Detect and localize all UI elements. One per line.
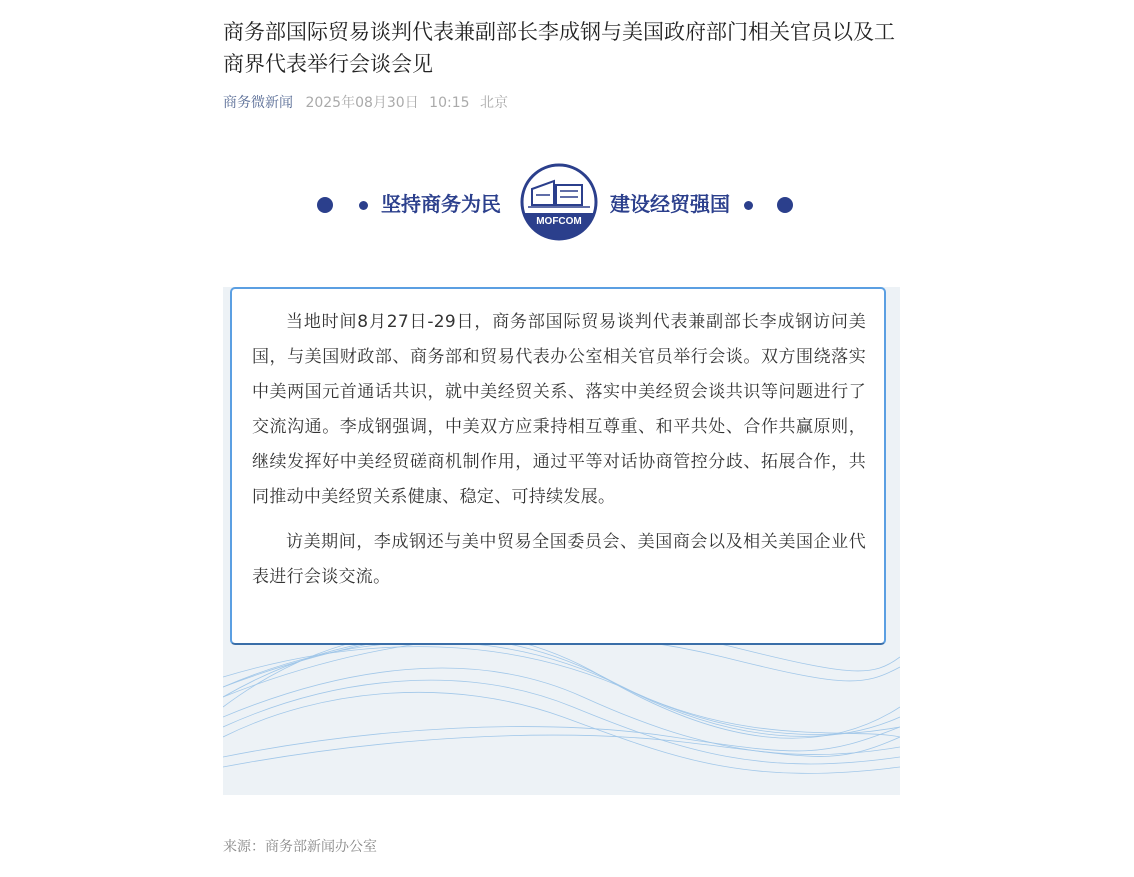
mofcom-banner bbox=[315, 160, 805, 250]
account-link[interactable]: 商务微新闻 bbox=[223, 95, 293, 111]
article-source: 来源：商务部新闻办公室 bbox=[223, 839, 377, 855]
dot-icon bbox=[777, 197, 793, 213]
dot-icon bbox=[359, 201, 368, 210]
content-card bbox=[230, 287, 886, 645]
slogan-left: 坚持商务为民 bbox=[381, 192, 501, 216]
article-title: 商务部国际贸易谈判代表兼副部长李成钢与美国政府部门相关官员以及工商界代表举行会谈会见 bbox=[223, 20, 895, 76]
article-meta bbox=[223, 92, 514, 112]
body-paragraph: 当地时间8月27日-29日，商务部国际贸易谈判代表兼副部长李成钢访问美国，与美国财政部、商务部和贸易代表办公室相关官员举行会谈。双方围绕落实中美两国元首通话共识，就中美经贸关系、落实中美经贸会谈共识等问题进行了交流沟通。李成钢强调，中美双方应秉持相互尊重、和平共处、合作共赢原则，继续发挥好中美经贸磋商机制作用，通过平等对话协商管控分歧、拓展合作，共同推动中美经贸关系健康、稳定、可持续发展。 bbox=[252, 312, 866, 507]
content-panel bbox=[223, 287, 900, 795]
publish-date: 2025年08月30日 bbox=[305, 95, 419, 111]
publish-time: 10:15 bbox=[429, 95, 470, 111]
body-paragraph: 访美期间，李成钢还与美中贸易全国委员会、美国商会以及相关美国企业代表进行会谈交流。 bbox=[252, 532, 866, 587]
dot-icon bbox=[317, 197, 333, 213]
logo-text: MOFCOM bbox=[536, 216, 582, 227]
dot-icon bbox=[744, 201, 753, 210]
publish-location: 北京 bbox=[479, 95, 508, 111]
mofcom-logo bbox=[520, 163, 598, 241]
slogan-right: 建设经贸强国 bbox=[610, 192, 730, 216]
